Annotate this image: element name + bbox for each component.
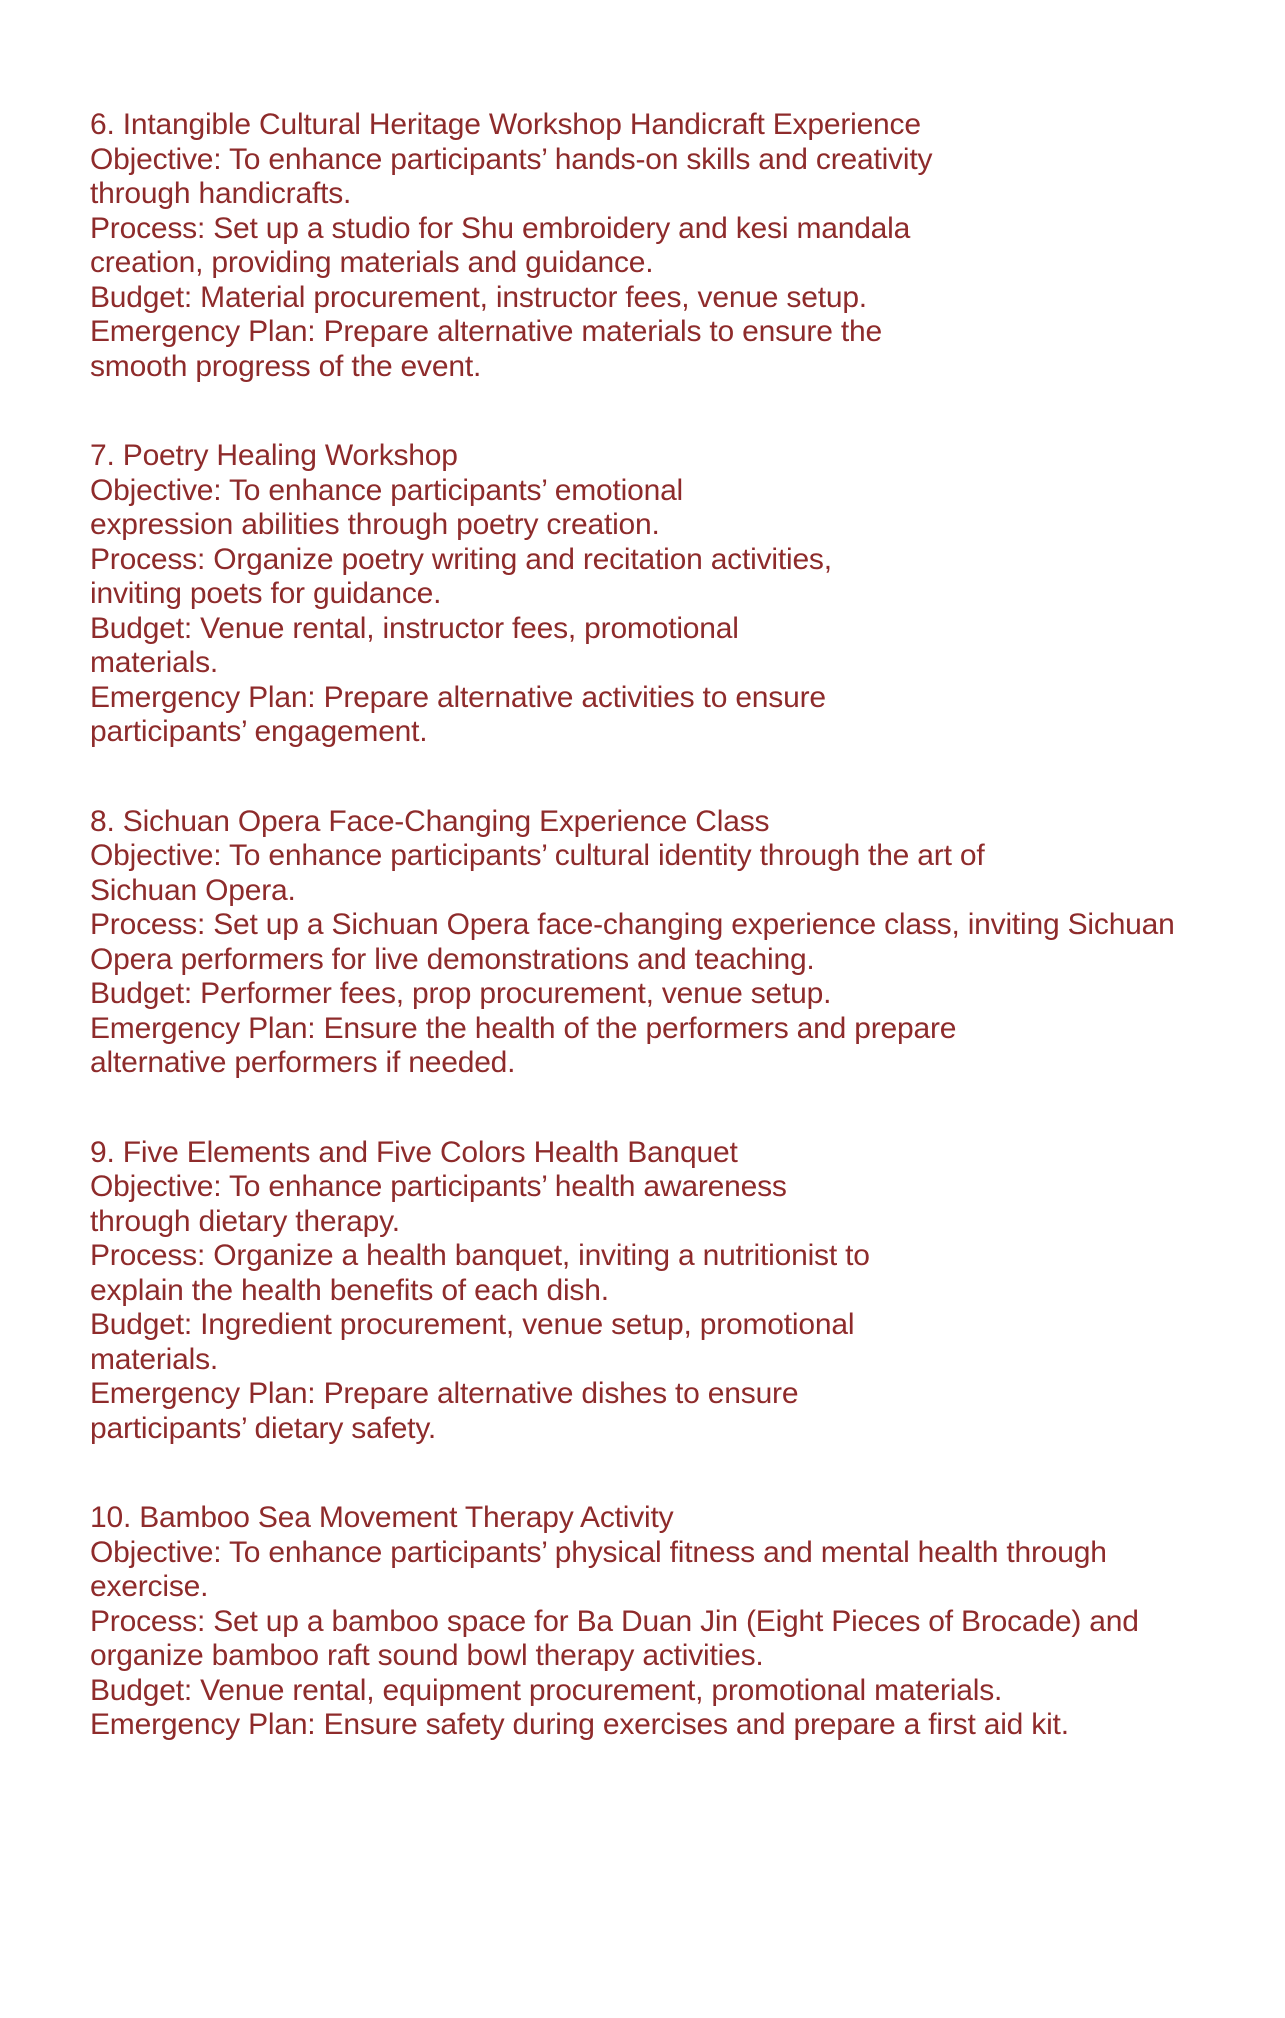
section-emergency: Emergency Plan: Ensure safety during exercises and prepare a first aid kit. [90,1708,1069,1741]
section-budget: Budget: Material procurement, instructor fees, venue setup. [90,280,867,314]
section-7 [90,439,890,750]
section-objective: Objective: To enhance participants’ emotional expression abilities through poetry creation. [90,473,684,541]
section-objective: Objective: To enhance participants’ physical fitness and mental health through exercise. [90,1535,1107,1603]
section-process: Process: Organize a health banquet, inviting a nutritionist to explain the health benefits of each dish. [90,1239,870,1307]
section-process: Process: Set up a bamboo space for Ba Duan Jin (Eight Pieces of Brocade) and organize bamboo raft sound bowl therapy activities. [90,1604,1139,1672]
section-title: 7. Poetry Healing Workshop [90,439,458,472]
section-budget: Budget: Performer fees, prop procurement, venue setup. [90,977,832,1010]
section-budget: Budget: Venue rental, instructor fees, promotional materials. [90,611,739,679]
section-emergency: Emergency Plan: Prepare alternative dishes to ensure participants’ dietary safety. [90,1377,799,1445]
section-title: 9. Five Elements and Five Colors Health Banquet [90,1135,738,1169]
section-title: 10. Bamboo Sea Movement Therapy Activity [90,1501,674,1534]
section-emergency: Emergency Plan: Prepare alternative activities to ensure participants’ engagement. [90,680,826,748]
section-objective: Objective: To enhance participants’ cultural identity through the art of Sichuan Opera. [90,839,985,907]
document-page [90,108,1230,1798]
section-process: Process: Set up a studio for Shu embroidery and kesi mandala creation, providing materials and guidance. [90,211,911,279]
section-objective: Objective: To enhance participants’ hands-on skills and creativity through handicrafts. [90,142,933,210]
section-emergency: Emergency Plan: Ensure the health of the performers and prepare alternative performers if needed. [90,1011,957,1079]
section-process: Process: Set up a Sichuan Opera face-changing experience class, inviting Sichuan Opera performers for live demonstrations and teaching. [90,908,1175,976]
section-budget: Budget: Venue rental, equipment procurement, promotional materials. [90,1673,1003,1707]
section-process: Process: Organize poetry writing and recitation activities, inviting poets for guidance. [90,542,832,610]
section-6 [90,108,950,384]
section-title: 8. Sichuan Opera Face-Changing Experience Class [90,804,770,838]
section-8 [90,805,1200,1081]
section-budget: Budget: Ingredient procurement, venue setup, promotional materials. [90,1308,855,1376]
section-10 [90,1501,1230,1743]
section-objective: Objective: To enhance participants’ health awareness through dietary therapy. [90,1170,787,1238]
section-emergency: Emergency Plan: Prepare alternative materials to ensure the smooth progress of the event. [90,315,882,383]
section-9 [90,1136,950,1447]
section-title: 6. Intangible Cultural Heritage Workshop Handicraft Experience [90,108,921,141]
